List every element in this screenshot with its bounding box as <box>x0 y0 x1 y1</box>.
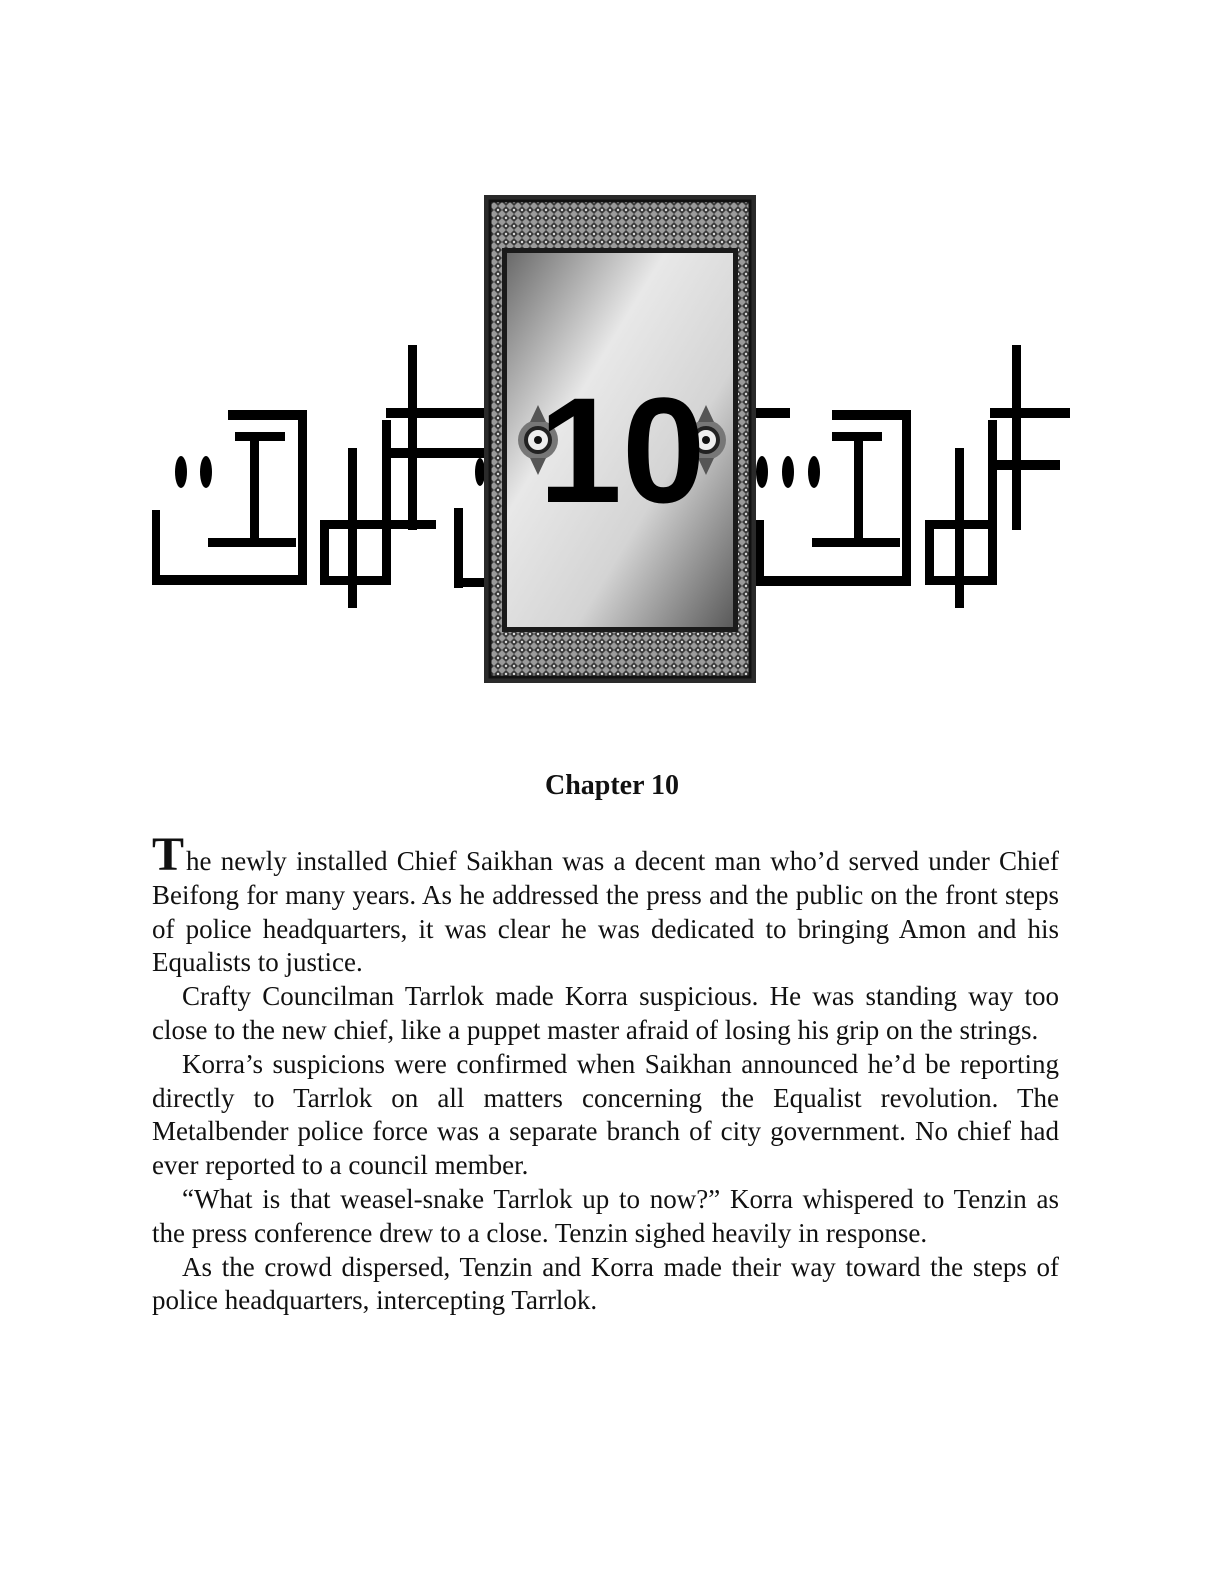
chapter-number: 10 <box>538 366 706 534</box>
page-title: Chapter 10 <box>544 770 680 801</box>
paragraph-1 <box>152 828 1059 980</box>
paragraph-4: “What is that weasel-snake Tarrlok up to now?” Korra whispered to Tenzin as the press conference drew to a close. Tenzin sighed heavily in response. <box>152 1183 1059 1248</box>
chapter-number-frame-icon <box>150 190 1075 690</box>
paragraph-2: Crafty Councilman Tarrlok made Korra suspicious. He was standing way too close to the new chief, like a puppet master afraid of losing his grip on the strings. <box>152 981 1059 1045</box>
chapter-body <box>152 828 1059 1318</box>
paragraph-3: Korra’s suspicions were confirmed when Saikhan announced he’d be reporting directly to Tarrlok on all matters concerning the Equalist revolution. The Metalbender police force was a separate branch of city government. No chief had ever reported to a council member. <box>152 1048 1059 1181</box>
paragraph-1-text: he newly installed Chief Saikhan was a decent man who’d served under Chief Beifong for many years. As he addressed the press and the public on the front steps of police headquarters, it was clear he was dedicated to bringing Amon and his Equalists to justice. <box>152 846 1059 978</box>
chapter-ornament <box>150 190 1075 690</box>
drop-cap: T <box>152 828 185 881</box>
paragraph-5: As the crowd dispersed, Tenzin and Korra made their way toward the steps of police headquarters, intercepting Tarrlok. <box>152 1251 1059 1316</box>
